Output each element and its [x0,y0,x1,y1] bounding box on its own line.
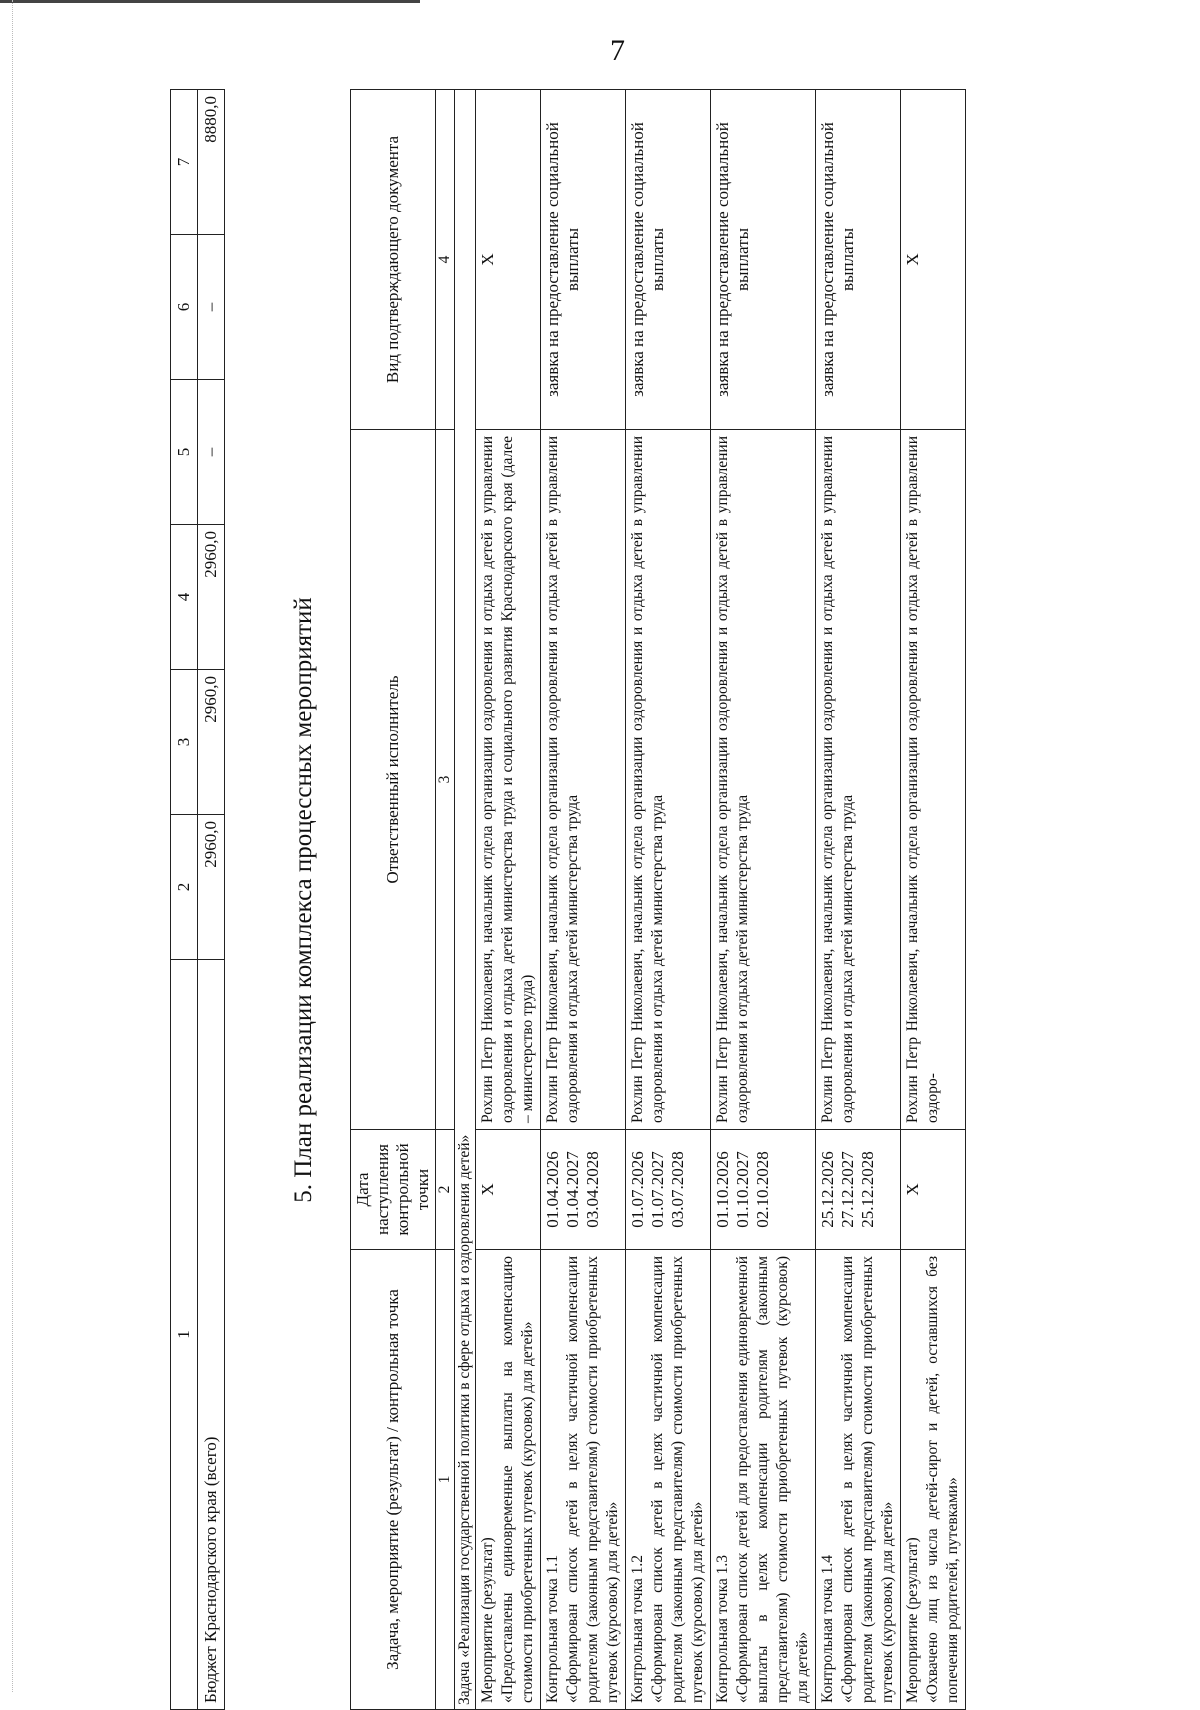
plan-table [350,89,966,1710]
row-document: заявка на предоставление социальной выплаты [541,90,626,430]
plan-number-row [436,90,455,1710]
row-text: «Предоставлены единовременные выплаты на компенсацию стоимости приобретенных путевок (курсовок) для детей» [499,1256,536,1703]
row-document: Х [901,90,966,430]
row-task-cell [901,1250,966,1710]
row-date: Х [901,1130,966,1250]
row-executor: Рохлин Петр Николаевич, начальник отдела организации оздоровления и отдыха детей в управлении оздоровления и отдыха детей министерства труда [626,430,711,1130]
budget-header-cell: 2 [171,815,198,960]
row-task-cell [476,1250,541,1710]
row-title: Мероприятие (результат) [904,1537,921,1703]
row-executor: Рохлин Петр Николаевич, начальник отдела организации оздоровления и отдыха детей в управлении оздоровления и отдыха детей министерства труда [711,430,816,1130]
row-document: заявка на предоставление социальной выплаты [711,90,816,430]
page-number: 7 [610,34,625,67]
header-executor: Ответственный исполнитель [351,430,436,1130]
row-title: Контрольная точка 1.2 [629,1555,646,1703]
row-date: 01.07.2026 01.07.2027 03.07.2028 [626,1130,711,1250]
top-border-line [0,0,420,3]
budget-data-row [198,90,225,1710]
row-title: Контрольная точка 1.4 [819,1555,836,1703]
row-task-cell [711,1250,816,1710]
header-document: Вид подтверждающего документа [351,90,436,430]
row-title: Контрольная точка 1.3 [714,1555,731,1703]
plan-row [541,90,626,1710]
budget-table [170,89,225,1710]
row-text: «Охвачено лиц из числа детей-сирот и детей, оставшихся без попечения родителей, путевками» [924,1256,961,1703]
budget-row-label: Бюджет Краснодарского края (всего) [198,960,225,1710]
row-text: «Сформирован список детей в целях частичной компенсации родителям (законным представителям) стоимости приобретенных путевок (курсовок) для детей» [839,1256,896,1703]
budget-cell: 2960,0 [198,670,225,815]
budget-header-cell: 4 [171,525,198,670]
row-date: 25.12.2026 27.12.2027 25.12.2028 [816,1130,901,1250]
row-executor: Рохлин Петр Николаевич, начальник отдела организации оздоровления и отдыха детей в управлении оздоровления и отдыха детей министерства труда [816,430,901,1130]
column-number: 3 [436,430,455,1130]
budget-header-row [171,90,198,1710]
budget-cell: 2960,0 [198,815,225,960]
header-task: Задача, мероприятие (результат) / контрольная точка [351,1250,436,1710]
plan-header-row [351,90,436,1710]
row-text: «Сформирован список детей в целях частичной компенсации родителям (законным представителям) стоимости приобретенных путевок (курсовок) для детей» [564,1256,621,1703]
task-text: Задача «Реализация государственной политики в сфере отдыха и оздоровления детей» [455,90,476,1710]
row-title: Мероприятие (результат) [479,1537,496,1703]
row-executor: Рохлин Петр Николаевич, начальник отдела организации оздоровления и отдыха детей в управлении оздоровления и отдыха детей министерства труда [541,430,626,1130]
row-executor: Рохлин Петр Николаевич, начальник отдела организации оздоровления и отдыха детей в управлении оздоро- [901,430,966,1130]
row-date: Х [476,1130,541,1250]
row-text: «Сформирован список детей для предоставления единовременной выплаты в целях компенсации родителям (законным представителям) стоимости приобретенных путевок (курсовок) для детей» [734,1256,811,1703]
row-title: Контрольная точка 1.1 [544,1555,561,1703]
row-document: заявка на предоставление социальной выплаты [816,90,901,430]
budget-cell: 8880,0 [198,90,225,235]
plan-row [711,90,816,1710]
row-executor: Рохлин Петр Николаевич, начальник отдела организации оздоровления и отдыха детей в управлении оздоровления и отдыха детей министерства труда и социального развития Краснодарского края (далее – министерство труда) [476,430,541,1130]
column-number: 2 [436,1130,455,1250]
section-title: 5. План реализации комплекса процессных мероприятий [290,597,317,1203]
task-row [455,90,476,1710]
column-number: 4 [436,90,455,430]
row-task-cell [626,1250,711,1710]
header-date: Дата наступления контрольной точки [351,1130,436,1250]
scan-edge [12,0,13,1692]
budget-header-cell: 7 [171,90,198,235]
plan-row [626,90,711,1710]
budget-header-cell: 3 [171,670,198,815]
row-document: заявка на предоставление социальной выплаты [626,90,711,430]
plan-row [816,90,901,1710]
budget-header-cell: 1 [171,960,198,1710]
plan-row [476,90,541,1710]
row-date: 01.10.2026 01.10.2027 02.10.2028 [711,1130,816,1250]
row-document: Х [476,90,541,430]
column-number: 1 [436,1250,455,1710]
plan-row [901,90,966,1710]
row-task-cell [816,1250,901,1710]
budget-cell: 2960,0 [198,525,225,670]
budget-cell: – [198,380,225,525]
budget-cell: – [198,235,225,380]
row-date: 01.04.2026 01.04.2027 03.04.2028 [541,1130,626,1250]
budget-header-cell: 5 [171,380,198,525]
budget-header-cell: 6 [171,235,198,380]
row-task-cell [541,1250,626,1710]
row-text: «Сформирован список детей в целях частичной компенсации родителям (законным представителям) стоимости приобретенных путевок (курсовок) для детей» [649,1256,706,1703]
rotated-page-content [160,90,1040,1710]
